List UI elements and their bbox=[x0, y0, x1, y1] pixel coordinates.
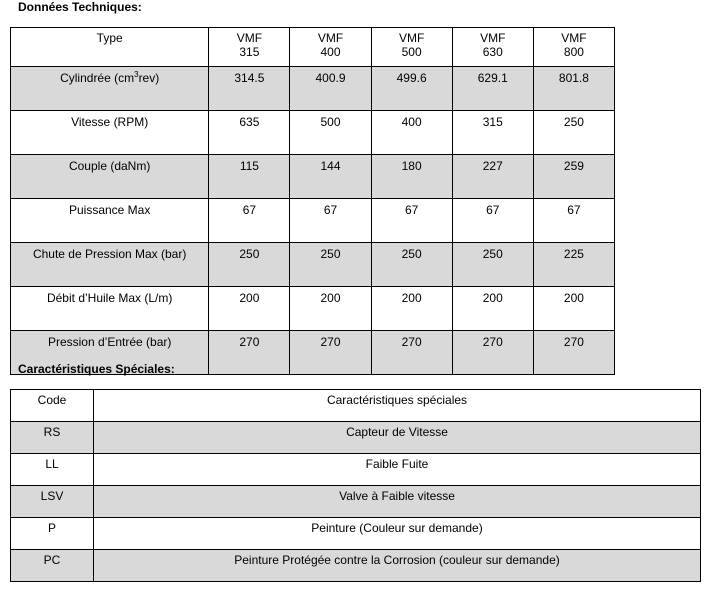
desc-header-cell: Caractéristiques spéciales bbox=[94, 390, 701, 422]
value-cell: 225 bbox=[533, 243, 614, 287]
model-line2: 315 bbox=[239, 45, 260, 59]
model-line2: 400 bbox=[320, 45, 341, 59]
type-header-cell: Type bbox=[11, 28, 209, 67]
model-line1: VMF bbox=[480, 31, 506, 45]
value-cell: 67 bbox=[371, 199, 452, 243]
model-line2: 800 bbox=[563, 45, 584, 59]
value-cell: 499.6 bbox=[371, 67, 452, 111]
model-header-cell bbox=[371, 28, 452, 67]
value-cell: 250 bbox=[371, 243, 452, 287]
value-cell: 270 bbox=[533, 331, 614, 375]
code-cell: LSV bbox=[11, 486, 94, 518]
desc-cell: Peinture Protégée contre la Corrosion (couleur sur demande) bbox=[94, 550, 701, 582]
value-cell: 115 bbox=[209, 155, 290, 199]
model-line1: VMF bbox=[317, 31, 344, 45]
value-cell: 67 bbox=[290, 199, 371, 243]
value-cell: 250 bbox=[452, 243, 533, 287]
model-line2: 500 bbox=[401, 45, 422, 59]
value-cell: 259 bbox=[533, 155, 614, 199]
value-cell: 200 bbox=[209, 287, 290, 331]
superscript: 3 bbox=[134, 70, 139, 79]
desc-cell: Valve à Faible vitesse bbox=[94, 486, 701, 518]
value-cell: 200 bbox=[290, 287, 371, 331]
row-label: Couple (daNm) bbox=[11, 155, 209, 199]
table-row bbox=[11, 550, 701, 582]
code-cell: RS bbox=[11, 422, 94, 454]
table-row bbox=[11, 243, 615, 287]
special-features-heading: Caractéristiques Spéciales: bbox=[18, 362, 175, 376]
value-cell: 315 bbox=[452, 111, 533, 155]
value-cell: 67 bbox=[533, 199, 614, 243]
row-label bbox=[11, 67, 209, 111]
table-row bbox=[11, 67, 615, 111]
value-cell: 144 bbox=[290, 155, 371, 199]
value-cell: 270 bbox=[371, 331, 452, 375]
value-cell: 200 bbox=[452, 287, 533, 331]
model-header-cell bbox=[533, 28, 614, 67]
value-cell: 180 bbox=[371, 155, 452, 199]
special-features-table bbox=[10, 389, 701, 582]
row-label: Chute de Pression Max (bar) bbox=[11, 243, 209, 287]
value-cell: 629.1 bbox=[452, 67, 533, 111]
row-label-suffix: rev) bbox=[138, 71, 160, 85]
value-cell: 250 bbox=[533, 111, 614, 155]
value-cell: 270 bbox=[290, 331, 371, 375]
model-line1: VMF bbox=[236, 31, 263, 45]
row-label: Pression d’Entrée (bar) bbox=[11, 331, 209, 375]
row-label: Débit d’Huile Max (L/m) bbox=[11, 287, 209, 331]
desc-cell: Peinture (Couleur sur demande) bbox=[94, 518, 701, 550]
model-line1: VMF bbox=[398, 31, 425, 45]
code-cell: PC bbox=[11, 550, 94, 582]
value-cell: 270 bbox=[209, 331, 290, 375]
value-cell: 250 bbox=[290, 243, 371, 287]
technical-data-table bbox=[10, 27, 615, 375]
value-cell: 400 bbox=[371, 111, 452, 155]
table-row bbox=[11, 155, 615, 199]
code-header-cell: Code bbox=[11, 390, 94, 422]
model-header-cell bbox=[290, 28, 371, 67]
table-row bbox=[11, 454, 701, 486]
code-cell: LL bbox=[11, 454, 94, 486]
desc-cell: Capteur de Vitesse bbox=[94, 422, 701, 454]
table-row bbox=[11, 287, 615, 331]
value-cell: 801.8 bbox=[533, 67, 614, 111]
value-cell: 314.5 bbox=[209, 67, 290, 111]
value-cell: 635 bbox=[209, 111, 290, 155]
model-line2: 630 bbox=[482, 45, 503, 59]
table-header-row bbox=[11, 28, 615, 67]
value-cell: 270 bbox=[452, 331, 533, 375]
value-cell: 200 bbox=[371, 287, 452, 331]
desc-cell: Faible Fuite bbox=[94, 454, 701, 486]
value-cell: 67 bbox=[209, 199, 290, 243]
table-row bbox=[11, 111, 615, 155]
value-cell: 67 bbox=[452, 199, 533, 243]
model-header-cell bbox=[209, 28, 290, 67]
model-header-cell bbox=[452, 28, 533, 67]
table-row bbox=[11, 486, 701, 518]
code-cell: P bbox=[11, 518, 94, 550]
value-cell: 500 bbox=[290, 111, 371, 155]
value-cell: 250 bbox=[209, 243, 290, 287]
value-cell: 200 bbox=[533, 287, 614, 331]
table-row bbox=[11, 518, 701, 550]
table-row bbox=[11, 422, 701, 454]
table-header-row bbox=[11, 390, 701, 422]
row-label: Puissance Max bbox=[11, 199, 209, 243]
technical-data-heading: Données Techniques: bbox=[18, 0, 142, 14]
table-row bbox=[11, 199, 615, 243]
value-cell: 227 bbox=[452, 155, 533, 199]
value-cell: 400.9 bbox=[290, 67, 371, 111]
row-label: Vitesse (RPM) bbox=[11, 111, 209, 155]
row-label-text: Cylindrée (cm bbox=[60, 71, 135, 85]
model-line1: VMF bbox=[561, 31, 587, 45]
